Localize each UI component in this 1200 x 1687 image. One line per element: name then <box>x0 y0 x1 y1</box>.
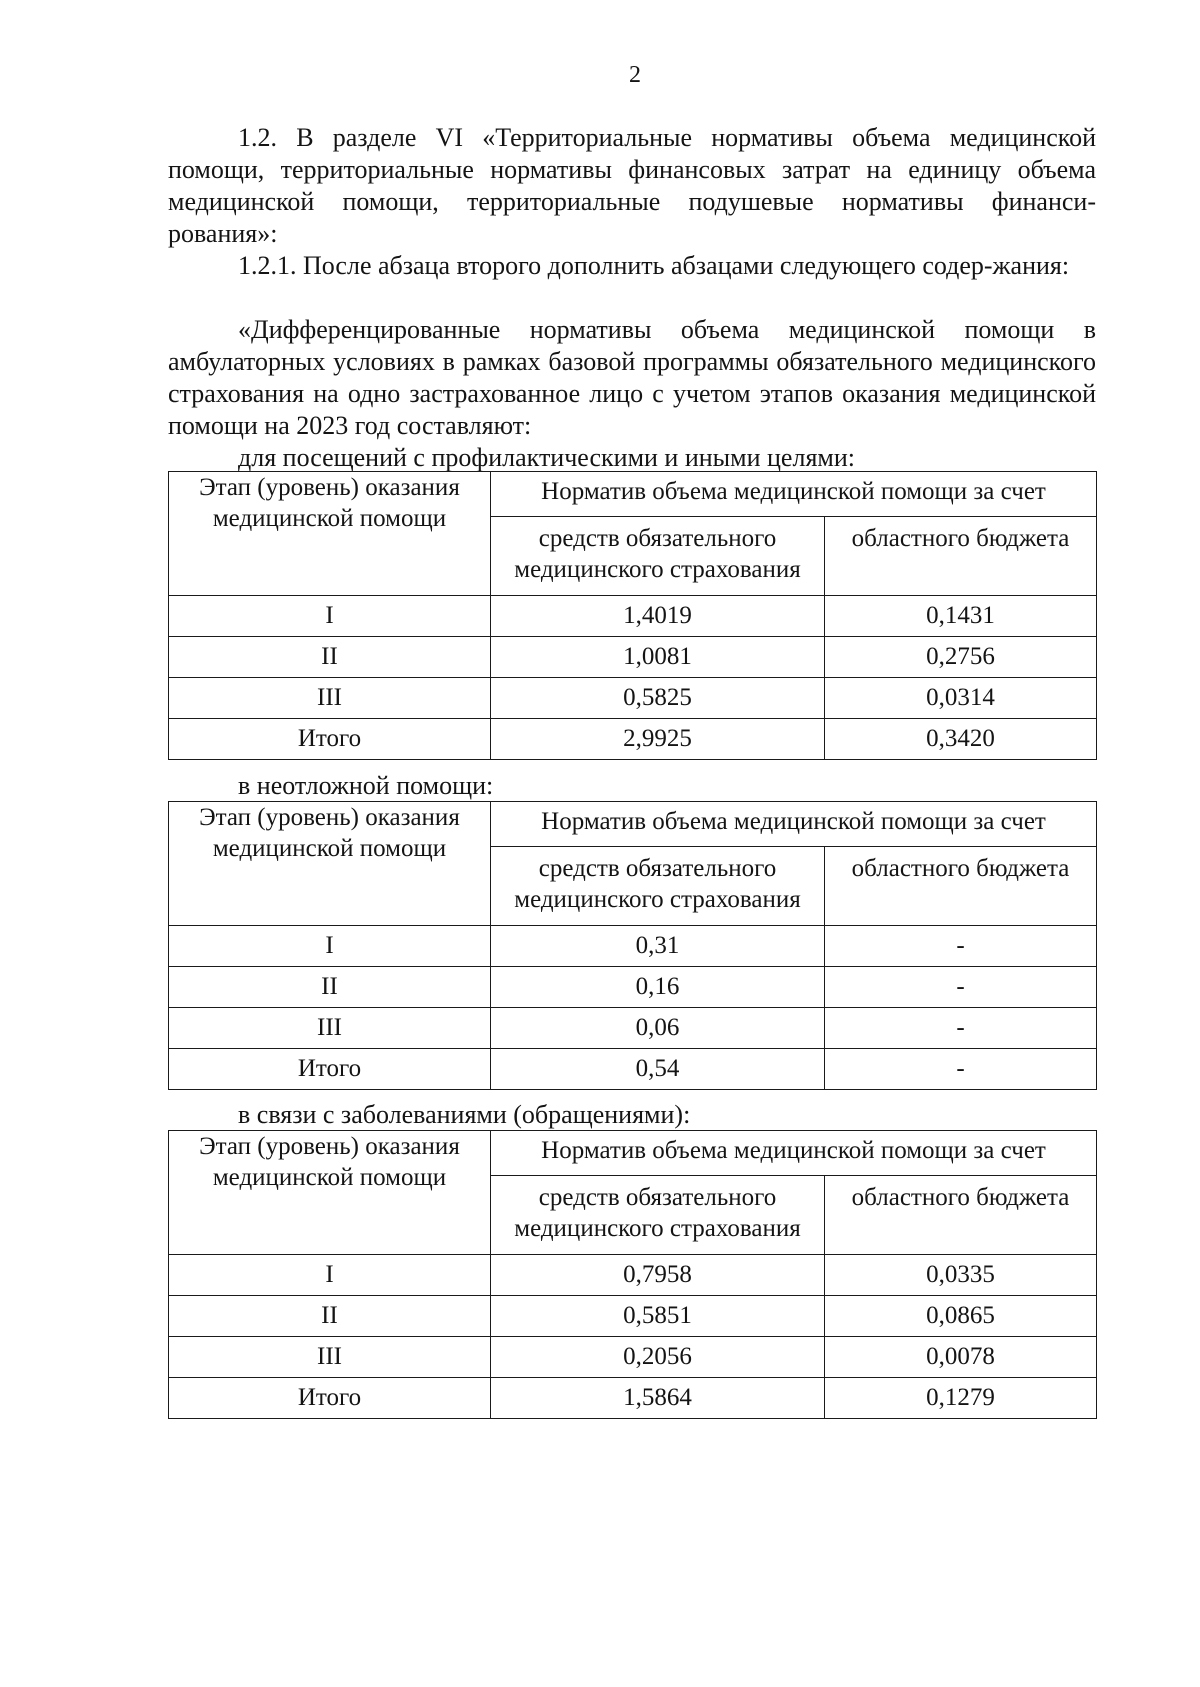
header-budget: областного бюджета <box>825 1176 1097 1255</box>
cell-stage: III <box>169 678 491 719</box>
table-row <box>169 1296 1097 1337</box>
paragraph-text: «Дифференцированные нормативы объема медицинской помощи в амбулаторных условиях в рамках базовой программы обязательного медицинского страхования на одно застрахованное лицо с учетом этапов оказания медицинской помощи на 2023 год составляют: <box>168 315 1096 440</box>
cell-oms: 0,16 <box>491 967 825 1008</box>
table-row-total <box>169 719 1097 760</box>
cell-oms: 0,5825 <box>491 678 825 719</box>
header-normative: Норматив объема медицинской помощи за счет <box>491 1131 1097 1176</box>
cell-budget: 0,0335 <box>825 1255 1097 1296</box>
cell-stage: II <box>169 967 491 1008</box>
paragraph-differentiated-normatives <box>168 314 1096 442</box>
paragraph-text: 1.2.1. После абзаца второго дополнить абзацами следующего содер-жания: <box>238 251 1070 280</box>
table-row <box>169 926 1097 967</box>
cell-stage: I <box>169 596 491 637</box>
cell-budget: 0,2756 <box>825 637 1097 678</box>
table-row <box>169 1008 1097 1049</box>
table-emergency-care <box>168 801 1097 1090</box>
cell-stage: Итого <box>169 1049 491 1090</box>
table-row <box>169 596 1097 637</box>
header-budget: областного бюджета <box>825 517 1097 596</box>
header-stage: Этап (уровень) оказания медицинской помощи <box>169 1131 491 1255</box>
cell-oms: 0,5851 <box>491 1296 825 1337</box>
cell-budget: - <box>825 967 1097 1008</box>
cell-oms: 0,31 <box>491 926 825 967</box>
cell-stage: II <box>169 637 491 678</box>
paragraph-section-1-2-1 <box>168 250 1096 282</box>
table-caption-emergency: в неотложной помощи: <box>238 771 494 800</box>
cell-budget: - <box>825 926 1097 967</box>
cell-oms: 0,2056 <box>491 1337 825 1378</box>
cell-budget: 0,3420 <box>825 719 1097 760</box>
table-row <box>169 1337 1097 1378</box>
header-oms: средств обязательного медицинского страхования <box>491 847 825 926</box>
cell-oms: 0,7958 <box>491 1255 825 1296</box>
cell-budget: 0,0314 <box>825 678 1097 719</box>
cell-stage: Итого <box>169 1378 491 1419</box>
cell-stage: III <box>169 1337 491 1378</box>
header-normative: Норматив объема медицинской помощи за счет <box>491 472 1097 517</box>
table-caption-preventive: для посещений с профилактическими и иными целями: <box>238 443 855 472</box>
table-disease-visits <box>168 1130 1097 1419</box>
cell-budget: 0,1431 <box>825 596 1097 637</box>
table-caption-diseases: в связи с заболеваниями (обращениями): <box>238 1100 691 1129</box>
table-row <box>169 678 1097 719</box>
cell-stage: I <box>169 926 491 967</box>
table-row <box>169 637 1097 678</box>
header-oms: средств обязательного медицинского страхования <box>491 1176 825 1255</box>
table-row-total <box>169 1049 1097 1090</box>
cell-stage: II <box>169 1296 491 1337</box>
header-oms: средств обязательного медицинского страхования <box>491 517 825 596</box>
cell-oms: 1,0081 <box>491 637 825 678</box>
table-row <box>169 967 1097 1008</box>
header-normative: Норматив объема медицинской помощи за счет <box>491 802 1097 847</box>
cell-stage: Итого <box>169 719 491 760</box>
cell-oms: 0,06 <box>491 1008 825 1049</box>
cell-budget: - <box>825 1008 1097 1049</box>
cell-oms: 1,4019 <box>491 596 825 637</box>
cell-oms: 0,54 <box>491 1049 825 1090</box>
paragraph-text: 1.2. В разделе VI «Территориальные нормативы объема медицинской помощи, территориальные нормативы финансовых затрат на единицу объема медицинской помощи, территориальные подушевые нормативы финанси-рования»: <box>168 123 1096 248</box>
header-stage: Этап (уровень) оказания медицинской помощи <box>169 802 491 926</box>
cell-budget: 0,0865 <box>825 1296 1097 1337</box>
cell-stage: III <box>169 1008 491 1049</box>
header-stage: Этап (уровень) оказания медицинской помощи <box>169 472 491 596</box>
table-row-total <box>169 1378 1097 1419</box>
cell-budget: - <box>825 1049 1097 1090</box>
table-row <box>169 1255 1097 1296</box>
cell-budget: 0,0078 <box>825 1337 1097 1378</box>
page-number: 2 <box>629 62 641 88</box>
cell-stage: I <box>169 1255 491 1296</box>
cell-oms: 2,9925 <box>491 719 825 760</box>
cell-budget: 0,1279 <box>825 1378 1097 1419</box>
table-preventive-visits <box>168 471 1097 760</box>
header-budget: областного бюджета <box>825 847 1097 926</box>
cell-oms: 1,5864 <box>491 1378 825 1419</box>
paragraph-section-1-2 <box>168 122 1096 250</box>
